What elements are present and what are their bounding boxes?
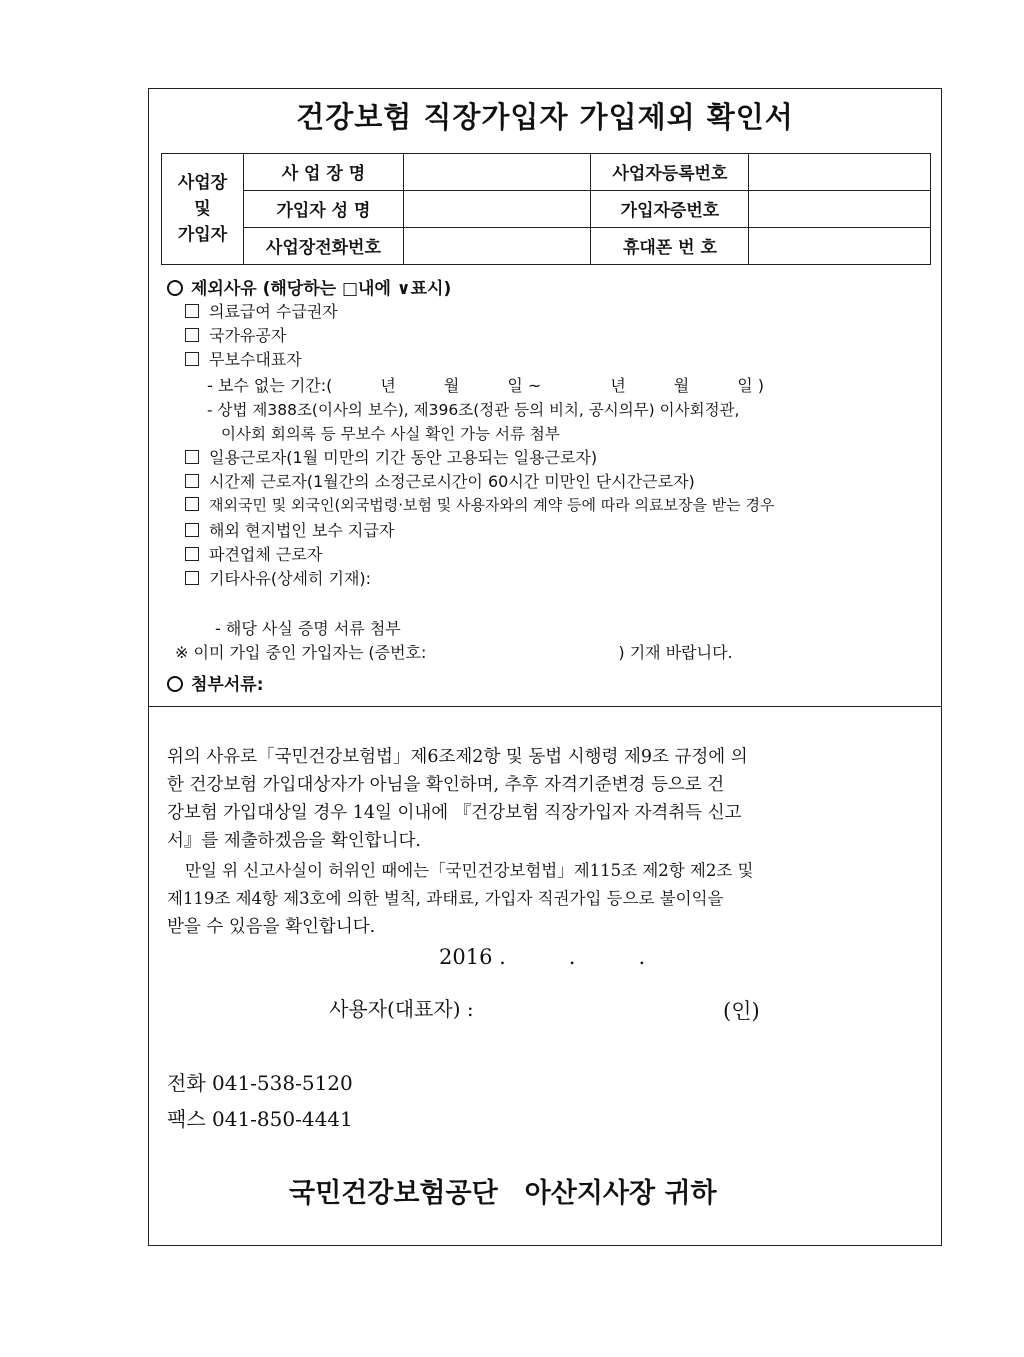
checkbox-icon[interactable] [185, 304, 199, 318]
subscriber-cert-no-field[interactable] [749, 190, 931, 227]
reason-label: 일용근로자(1월 미만의 기간 동안 고용되는 일용근로자) [209, 448, 598, 467]
reason-item-veteran[interactable] [185, 323, 286, 346]
proof-note: - 해당 사실 증명 서류 첨부 [215, 619, 401, 638]
group-label-and: 및 [194, 199, 211, 219]
group-label-business: 사업장 [177, 173, 228, 193]
employer-label: 사용자(대표자) : [329, 997, 474, 1021]
subscriber-cert-no-label: 가입자증번호 [591, 190, 749, 227]
reason-item-dispatch-worker[interactable] [185, 542, 322, 565]
reason-label: 시간제 근로자(1월간의 소정근로시간이 60시간 미만인 단시간근로자) [209, 472, 695, 491]
reasons-heading-text: 제외사유 (해당하는 □내에 ∨표시) [191, 279, 452, 299]
confirmation-p2-line-2: 제119조 제4항 제3호에 의한 벌칙, 과태료, 가입자 직권가입 등으로 불이익을 [167, 889, 724, 908]
existing-subscriber-note: ※ 이미 가입 중인 가입자는 (증번호: ) 기재 바랍니다. [175, 643, 733, 662]
checkbox-icon[interactable] [185, 523, 199, 537]
reason-item-medical-aid[interactable] [185, 299, 338, 322]
commerce-law-line-1: - 상법 제388조(이사의 보수), 제396조(정관 등의 비치, 공시의무) 이사회정관, [207, 401, 740, 419]
reason-label: 국가유공자 [209, 326, 287, 345]
confirmation-p1-line-4: 서』를 제출하겠음을 확인합니다. [167, 831, 421, 851]
commerce-law-line-2: 이사회 회의록 등 무보수 사실 확인 가능 서류 첨부 [221, 425, 560, 443]
mobile-label: 휴대폰 번 호 [591, 227, 749, 264]
reason-item-other[interactable] [185, 566, 371, 589]
confirmation-p1-line-3: 강보험 가입대상일 경우 14일 이내에 『건강보험 직장가입자 자격취득 신고 [167, 803, 742, 823]
business-name-field[interactable] [403, 154, 591, 191]
attachments-heading-text: 첨부서류: [191, 675, 264, 695]
recipient-line: 국민건강보험공단 아산지사장 귀하 [289, 1178, 717, 1209]
reason-label: 파견업체 근로자 [209, 545, 323, 564]
confirmation-p2-line-1: 만일 위 신고사실이 허위인 때에는「국민건강보험법」제115조 제2항 제2조 및 [185, 861, 754, 880]
exclusion-form [148, 88, 942, 1246]
reason-label: 재외국민 및 외국인(외국법령·보험 및 사용자와의 계약 등에 따라 의료보장을 받는 경우 [209, 496, 775, 514]
seal-label[interactable]: (인) [723, 999, 760, 1023]
subscriber-name-label: 가입자 성 명 [243, 190, 403, 227]
reason-item-overseas-subsidiary[interactable] [185, 518, 394, 541]
business-subscriber-table [161, 153, 931, 265]
checkbox-icon[interactable] [185, 547, 199, 561]
section-divider [149, 706, 941, 707]
reason-item-foreigner[interactable] [185, 494, 774, 515]
business-reg-no-field[interactable] [749, 154, 931, 191]
circle-bullet-icon [167, 280, 183, 296]
confirmation-p1-line-1: 위의 사유로「국민건강보험법」제6조제2항 및 동법 시행령 제9조 규정에 의 [167, 747, 748, 767]
confirmation-p1-line-2: 한 건강보험 가입대상자가 아님을 확인하며, 추후 자격기준변경 등으로 건 [167, 775, 725, 795]
checkbox-icon[interactable] [185, 328, 199, 342]
checkbox-icon[interactable] [185, 450, 199, 464]
reason-item-daily-worker[interactable] [185, 445, 597, 468]
business-name-label: 사 업 장 명 [243, 154, 403, 191]
unpaid-period-line: - 보수 없는 기간:( 년 월 일 ~ 년 월 일 ) [207, 376, 765, 395]
group-label-cell [162, 154, 244, 265]
reason-label: 기타사유(상세히 기재): [209, 569, 372, 588]
reason-item-part-time[interactable] [185, 469, 695, 492]
phone-line: 전화 041-538-5120 [167, 1071, 353, 1095]
fax-line: 팩스 041-850-4441 [167, 1107, 353, 1131]
date-line: 2016 . . . [439, 945, 646, 969]
reason-label: 해외 현지법인 보수 지급자 [209, 521, 395, 540]
subscriber-name-field[interactable] [403, 190, 591, 227]
business-reg-no-label: 사업자등록번호 [591, 154, 749, 191]
circle-bullet-icon [167, 676, 183, 692]
confirmation-p2-line-3: 받을 수 있음을 확인합니다. [167, 917, 376, 937]
business-phone-field[interactable] [403, 227, 591, 264]
checkbox-icon[interactable] [185, 571, 199, 585]
reasons-heading [167, 274, 451, 299]
mobile-field[interactable] [749, 227, 931, 264]
business-phone-label: 사업장전화번호 [243, 227, 403, 264]
attachments-heading [167, 670, 264, 695]
reason-label: 의료급여 수급권자 [209, 302, 338, 321]
reason-item-unpaid-representative[interactable] [185, 347, 302, 370]
checkbox-icon[interactable] [185, 352, 199, 366]
checkbox-icon[interactable] [185, 474, 199, 488]
checkbox-icon[interactable] [185, 497, 199, 511]
group-label-subscriber: 가입자 [177, 225, 228, 245]
form-title: 건강보험 직장가입자 가입제외 확인서 [296, 100, 794, 134]
reason-label: 무보수대표자 [209, 350, 302, 369]
